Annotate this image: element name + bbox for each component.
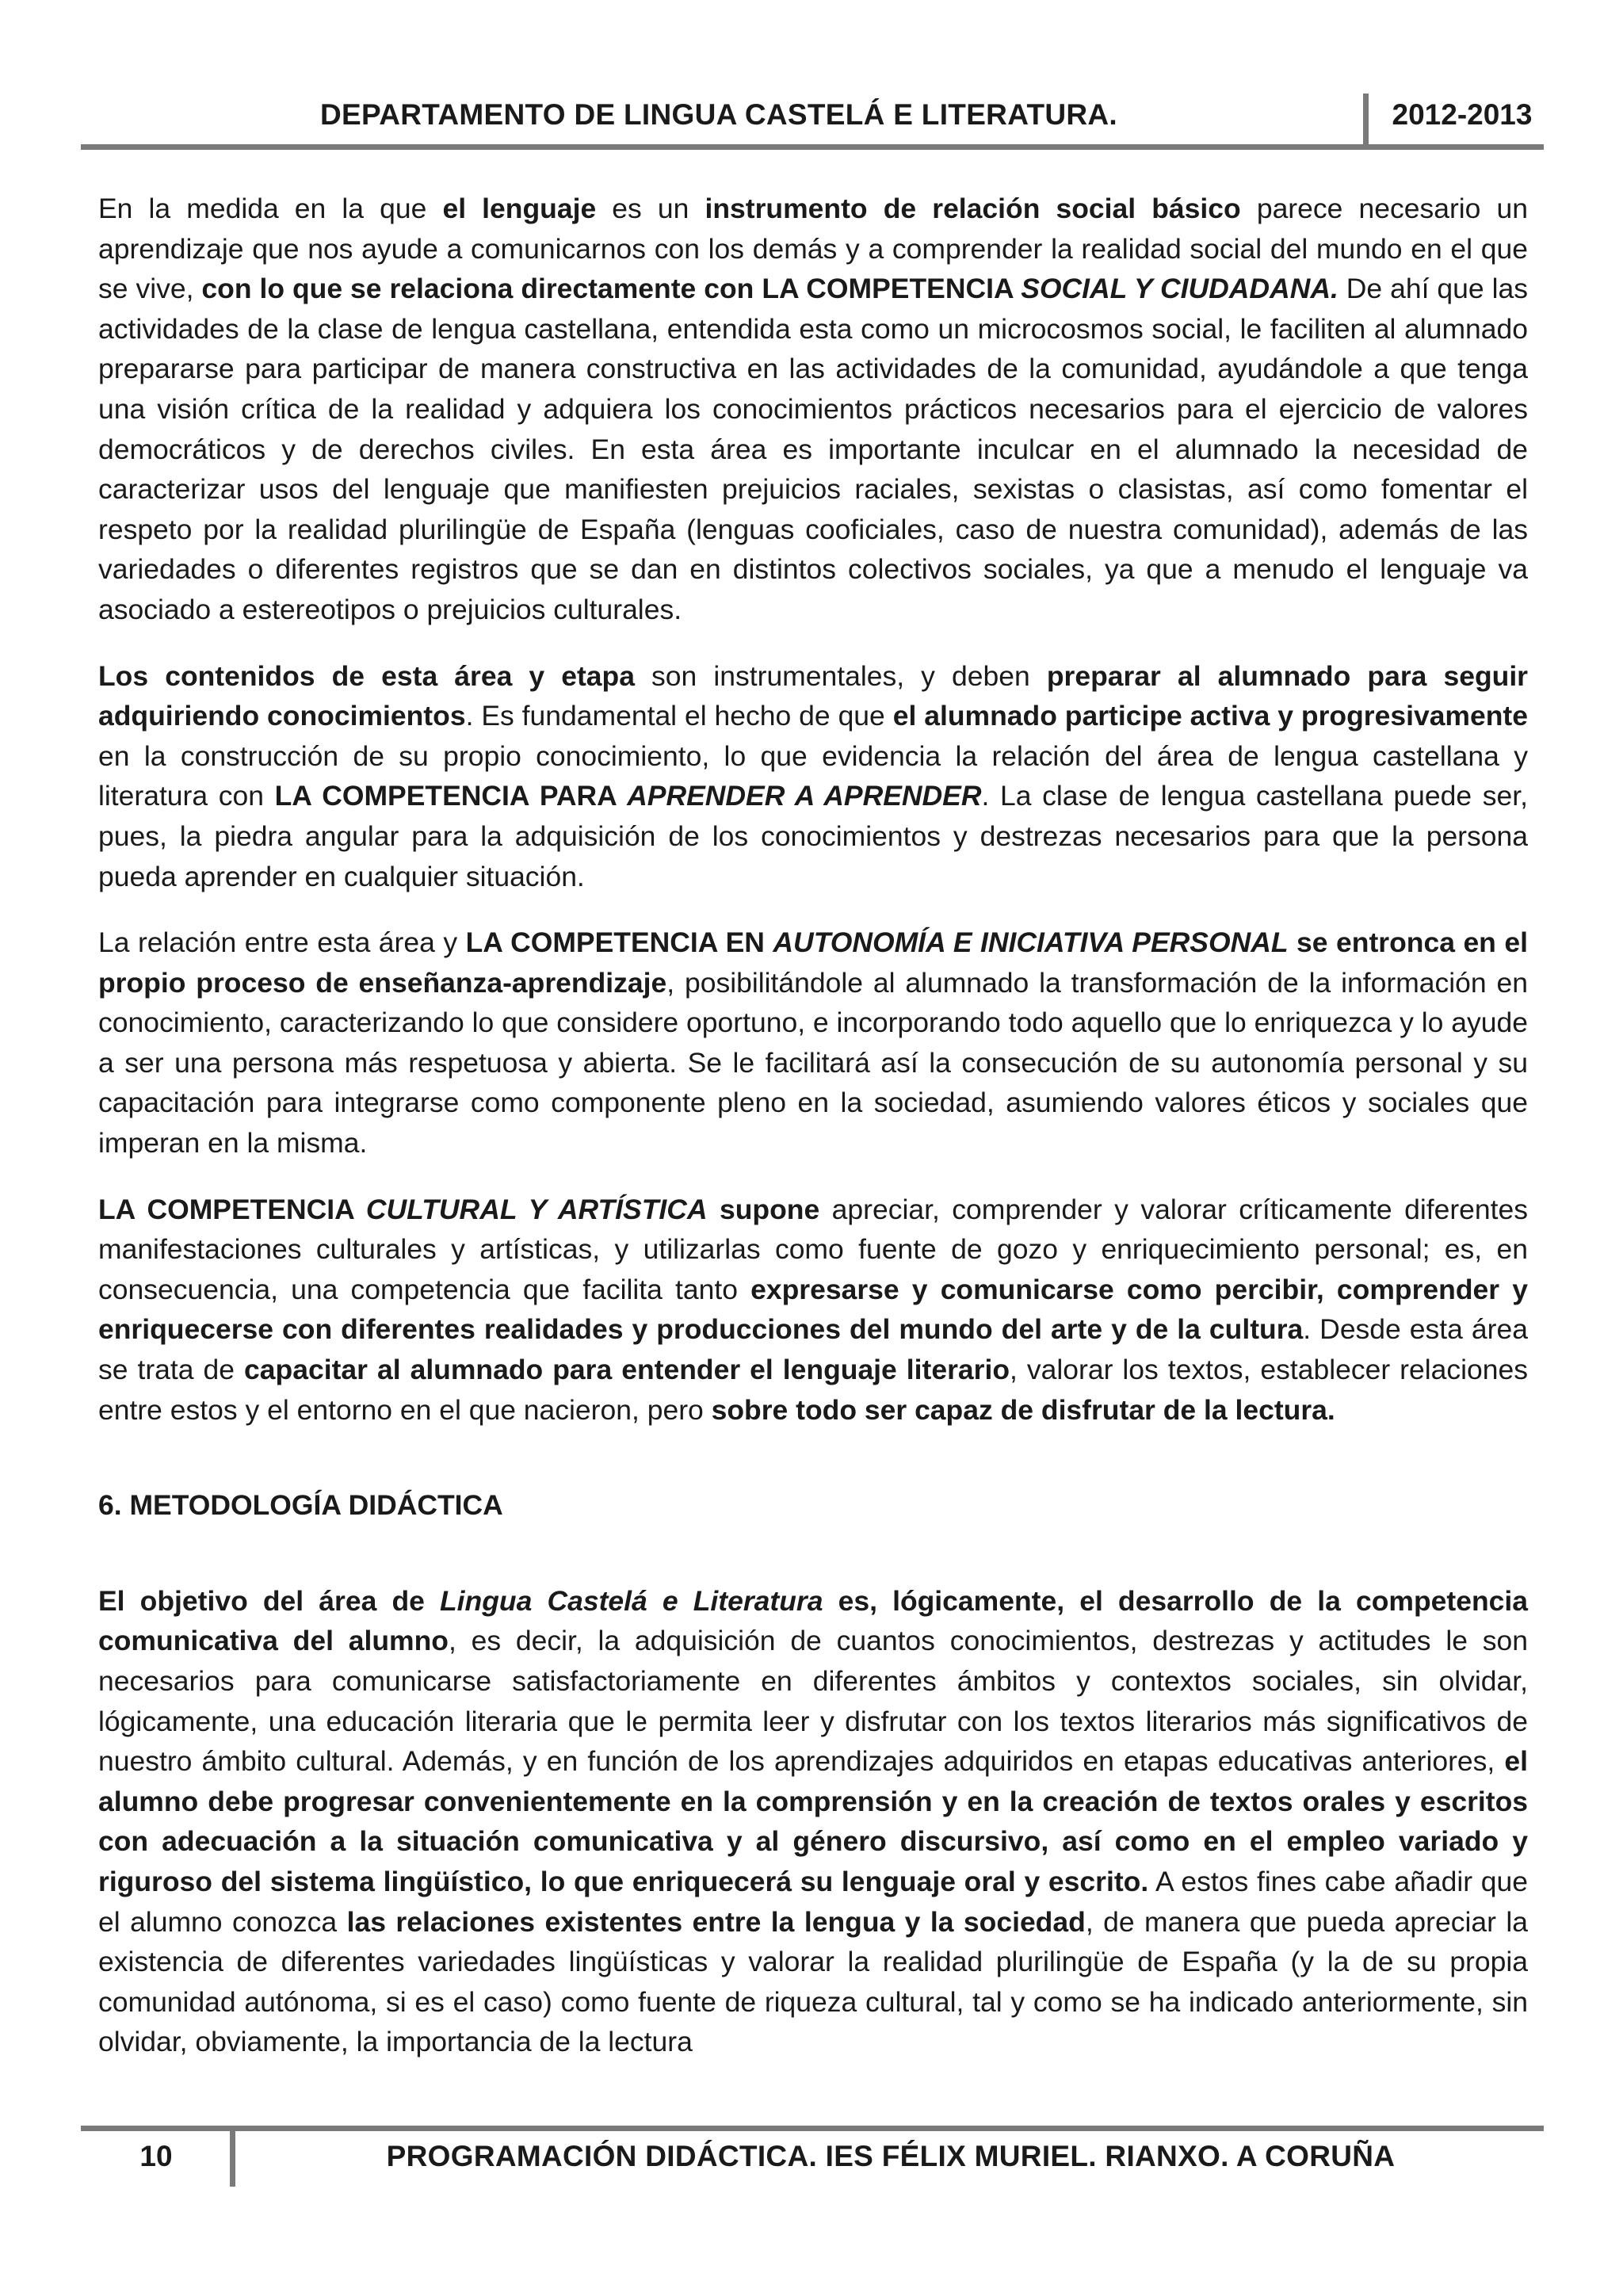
text-run: Los contenidos de esta área y etapa	[98, 659, 635, 692]
body-paragraph	[98, 189, 1528, 630]
page-number: 10	[139, 2140, 173, 2172]
document-body	[98, 189, 1528, 2088]
text-run: . Desde esta área se trata de	[98, 1313, 1528, 1386]
text-run: APRENDER A APRENDER	[627, 780, 982, 812]
text-run: sobre todo ser capaz de disfrutar de la lectura.	[711, 1393, 1335, 1426]
text-run: , posibilitándole al alumnado la transformación de la información en conocimiento, caracterizando lo que considere oportuno, e incorporando todo aquello que lo enriquezca y lo ayude a ser una persona más respetuosa y abierta. Se le facilitará así la consecución de su autonomía personal y su capacitación para integrarse como componente pleno en la sociedad, asumiendo valores éticos y sociales que imperan en la misma.	[98, 966, 1529, 1159]
text-run: De ahí que las actividades de la clase de lengua castellana, entendida esta como un microcosmos social, le faciliten al alumnado prepararse para participar de manera constructiva en las actividades de la comunidad, ayudándole a que tenga una visión crítica de la realidad y adquiera los conocimientos prácticos necesarios para el ejercicio de valores democráticos y de derechos civiles. En esta área es importante inculcar en el alumnado la necesidad de caracterizar usos del lenguaje que manifiesten prejuicios raciales, sexistas o clasistas, así como fomentar el respeto por la realidad plurilingüe de España (lenguas cooficiales, caso de nuestra comunidad), además de las variedades o diferentes registros que se dan en distintos colectivos sociales, ya que a menudo el lenguaje va asociado a estereotipos o prejuicios culturales.	[98, 273, 1529, 625]
header-year: 2012-2013	[1392, 98, 1533, 131]
text-run: apreciar, comprender y valorar críticamente diferentes manifestaciones culturales y artísticas, y utilizarlas como fuente de gozo y enriquecimiento personal; es, en consecuencia, una competencia que facilita tanto	[98, 1193, 1528, 1305]
text-run: A estos fines cabe añadir que el alumno conozca	[98, 1865, 1528, 1938]
text-run: LA COMPETENCIA EN	[465, 926, 773, 959]
section-heading	[98, 1485, 1528, 1526]
text-run: , es decir, la adquisición de cuantos conocimientos, destrezas y actitudes le son necesarios para comunicarse satisfactoriamente en diferentes ámbitos y contextos sociales, sin olvidar, lógicamente, una educación literaria que le permita leer y disfrutar con los textos literarios más significativos de nuestro ámbito cultural. Además, y en función de los aprendizajes adquiridos en etapas educativas anteriores,	[98, 1625, 1528, 1778]
text-run: las relaciones existentes entre la lengua y la sociedad	[346, 1905, 1086, 1938]
header-separator	[1363, 94, 1369, 149]
header-rule	[81, 144, 1544, 150]
footer-text: PROGRAMACIÓN DIDÁCTICA. IES FÉLIX MURIEL. RIANXO. A CORUÑA	[386, 2140, 1396, 2172]
text-run: LA COMPETENCIA PARA	[274, 780, 628, 812]
body-paragraph	[98, 923, 1528, 1163]
footer-rule	[81, 2126, 1544, 2131]
text-run: preparar al alumnado para seguir adquiriendo conocimientos	[98, 659, 1528, 732]
text-run: el alumno debe progresar convenientemente en la comprensión y en la creación de textos orales y escritos con adecuación a la situación comunicativa y al género discursivo, así como en el empleo variado y riguroso del sistema lingüístico, lo que enriquecerá su lenguaje oral y escrito.	[98, 1745, 1528, 1897]
text-run: SOCIAL Y CIUDADANA.	[1021, 273, 1338, 305]
text-run: parece necesario un aprendizaje que nos ayude a comunicarnos con los demás y a comprender la realidad social del mundo en el que se vive,	[98, 193, 1528, 305]
text-run: En la medida en la que	[98, 193, 443, 224]
page-header	[81, 94, 1544, 149]
body-paragraph	[98, 1581, 1528, 2062]
text-run: , de manera que pueda apreciar la existencia de diferentes variedades lingüísticas y valorar la realidad plurilingüe de España (y la de su propia comunidad autónoma, si es el caso) como fuente de riqueza cultural, tal y como se ha indicado anteriormente, sin olvidar, obviamente, la importancia de la lectura	[98, 1905, 1528, 2058]
text-run: capacitar al alumnado para entender el lenguaje literario	[244, 1354, 1010, 1386]
text-run: AUTONOMÍA E INICIATIVA PERSONAL	[773, 926, 1289, 959]
text-run: instrumento de relación social básico	[705, 193, 1241, 224]
text-run: CULTURAL Y ARTÍSTICA	[365, 1193, 708, 1225]
text-run: son instrumentales, y deben	[634, 659, 1047, 692]
text-run: . La clase de lengua castellana puede ser, pues, la piedra angular para la adquisición de los conocimientos y destrezas necesarios para que la persona pueda aprender en cualquier situación.	[98, 780, 1528, 892]
body-paragraph	[98, 656, 1528, 897]
text-run: expresarse y comunicarse como percibir, comprender y enriquecerse con diferentes realidades y producciones del mundo del arte y de la cultura	[98, 1273, 1528, 1346]
text-run: supone	[707, 1193, 820, 1225]
body-paragraph	[98, 1190, 1528, 1431]
text-run: es, lógicamente, el desarrollo de la competencia comunicativa del alumno	[98, 1584, 1528, 1657]
text-run: El objetivo del área de	[98, 1584, 440, 1617]
text-run: en la construcción de su propio conocimiento, lo que evidencia la relación del área de lengua castellana y literatura con	[98, 739, 1528, 812]
text-run: . Es fundamental el hecho de que	[465, 700, 893, 732]
header-title: DEPARTAMENTO DE LINGUA CASTELÁ E LITERATURA.	[319, 98, 1118, 131]
text-run: LA COMPETENCIA	[98, 1193, 366, 1225]
text-run: La relación entre esta área y	[98, 926, 466, 959]
text-run: , valorar los textos, establecer relaciones entre estos y el entorno en el que nacieron, pero	[98, 1354, 1528, 1426]
text-run: el alumnado participe activa y progresivamente	[892, 700, 1528, 732]
footer-separator	[230, 2131, 235, 2187]
text-run: el lenguaje	[442, 193, 597, 224]
text-run: es un	[596, 193, 705, 224]
text-run: Lingua Castelá e Literatura	[440, 1584, 823, 1617]
text-run: 6. METODOLOGÍA DIDÁCTICA	[98, 1489, 503, 1522]
text-run: se entronca en el propio proceso de enseñanza-aprendizaje	[98, 926, 1528, 999]
text-run: con lo que se relaciona directamente con LA COMPETENCIA	[201, 273, 1022, 305]
